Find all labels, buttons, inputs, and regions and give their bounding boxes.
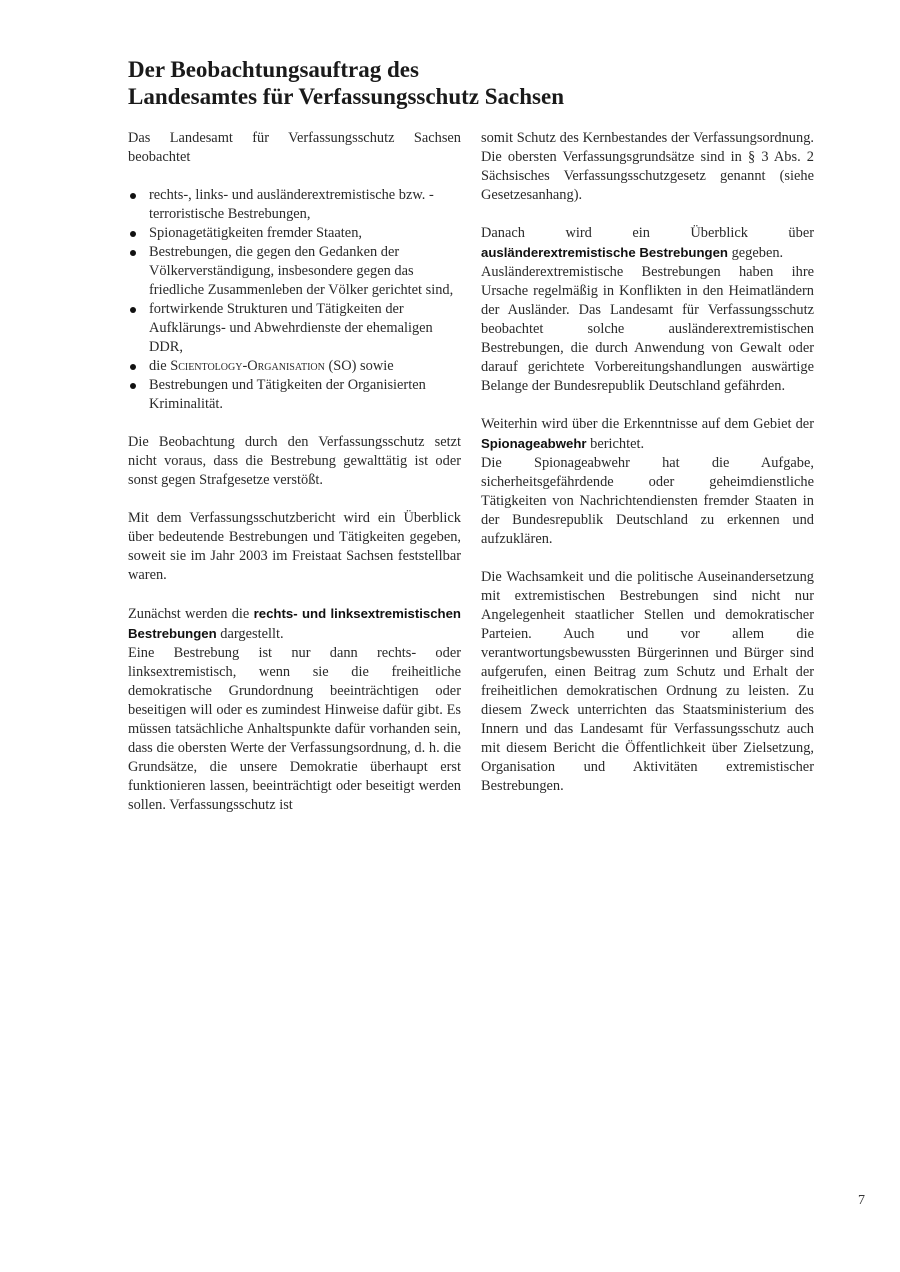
scientology-term: Scientology-Organisation [170,358,325,374]
title-line-1: Der Beobachtungsauftrag des [128,57,419,82]
page-title [128,56,828,110]
paragraph: Weiterhin wird über die Erkenntnisse auf dem Gebiet der Spionageabwehr berichtet. [481,416,814,452]
left-column [128,129,461,815]
list-item: Bestrebungen und Tätigkeiten der Organisierten Kriminalität. [128,376,461,414]
paragraph: Die Beobachtung durch den Verfassungsschutz setzt nicht voraus, dass die Bestrebung gewalttätig ist oder sonst gegen Strafgesetze verstößt. [128,434,461,488]
right-column [481,129,814,796]
list-item: Spionagetätigkeiten fremder Staaten, [128,224,461,243]
intro-paragraph: Das Landesamt für Verfassungsschutz Sachsen beobachtet [128,130,461,165]
paragraph: somit Schutz des Kernbestandes der Verfassungsordnung. Die obersten Verfassungsgrundsätze sind in § 3 Abs. 2 Sächsisches Verfassungsschutzgesetz genannt (siehe Gesetzesanhang). [481,130,814,203]
paragraph: Mit dem Verfassungsschutzbericht wird ein Überblick über bedeutende Bestrebungen und Tätigkeiten gegeben, soweit sie im Jahr 2003 im Freistaat Sachsen feststellbar waren. [128,510,461,583]
page-number: 7 [858,1193,865,1208]
paragraph: Eine Bestrebung ist nur dann rechts- oder linksextremistisch, wenn sie die freiheitliche demokratische Grundordnung beeinträchtigen oder beseitigen will oder es zumindest Hinweise dafür gibt. Es müssen tatsächliche Anhaltspunkte dafür vorhanden sein, dass die obersten Werte der Verfassungsordnung, d. h. die Grundsätze, die unsere Demokratie überhaupt erst funktionieren lassen, beeinträchtigt oder beseitigt werden sollen. Verfassungsschutz ist [128,645,461,813]
list-item: rechts-, links- und ausländerextremistische bzw. -terroristische Bestrebungen, [128,186,461,224]
paragraph: Die Spionageabwehr hat die Aufgabe, sicherheitsgefährdende oder geheimdienstliche Tätigkeiten von Nachrichtendiensten fremder Staaten in der Bundesrepublik Deutschland zu erkennen und aufzuklären. [481,455,814,547]
bold-term: rechts- und linksextremistischen Bestrebungen [128,606,461,641]
paragraph: Die Wachsamkeit und die politische Auseinandersetzung mit extremistischen Bestrebungen sind nicht nur Angelegenheit staatlicher Stellen und demokratischer Parteien. Auch und vor allem die verantwortungsbewussten Bürgerinnen und Bürger sind aufgerufen, einen Beitrag zum Schutz und Erhalt der freiheitlichen demokratischen Ordnung zu leisten. Zu diesem Zweck unterrichten das Staatsministerium des Innern und das Landesamt für Verfassungsschutz auch mit diesem Bericht die Öffentlichkeit über Zielsetzung, Organisation und Aktivitäten extremistischer Bestrebungen. [481,569,814,794]
paragraph: Danach wird ein Überblick über ausländerextremistische Bestrebungen gegeben. [481,225,814,261]
paragraph: Zunächst werden die rechts- und linksextremistischen Bestrebungen dargestellt. [128,606,461,642]
list-item: Bestrebungen, die gegen den Gedanken der Völkerverständigung, insbesondere gegen das friedliche Zusammenleben der Völker gerichtet sind, [128,243,461,300]
title-line-2: Landesamtes für Verfassungsschutz Sachsen [128,84,565,109]
paragraph: Ausländerextremistische Bestrebungen haben ihre Ursache regelmäßig in Konflikten in den Heimatländern der Ausländer. Das Landesamt für Verfassungsschutz beobachtet solche ausländerextremistischen Bestrebungen, die durch Anwendung von Gewalt oder darauf gerichtete Vorbereitungshandlungen auswärtige Belange der Bundesrepublik Deutschland gefährden. [481,264,814,394]
list-item: fortwirkende Strukturen und Tätigkeiten der Aufklärungs- und Abwehrdienste der ehemaligen DDR, [128,300,461,357]
observation-list [128,186,461,414]
bold-term: ausländerextremistische Bestrebungen [481,245,728,260]
list-item: die Scientology-Organisation (SO) sowie [128,357,461,376]
bold-term: Spionageabwehr [481,436,587,451]
